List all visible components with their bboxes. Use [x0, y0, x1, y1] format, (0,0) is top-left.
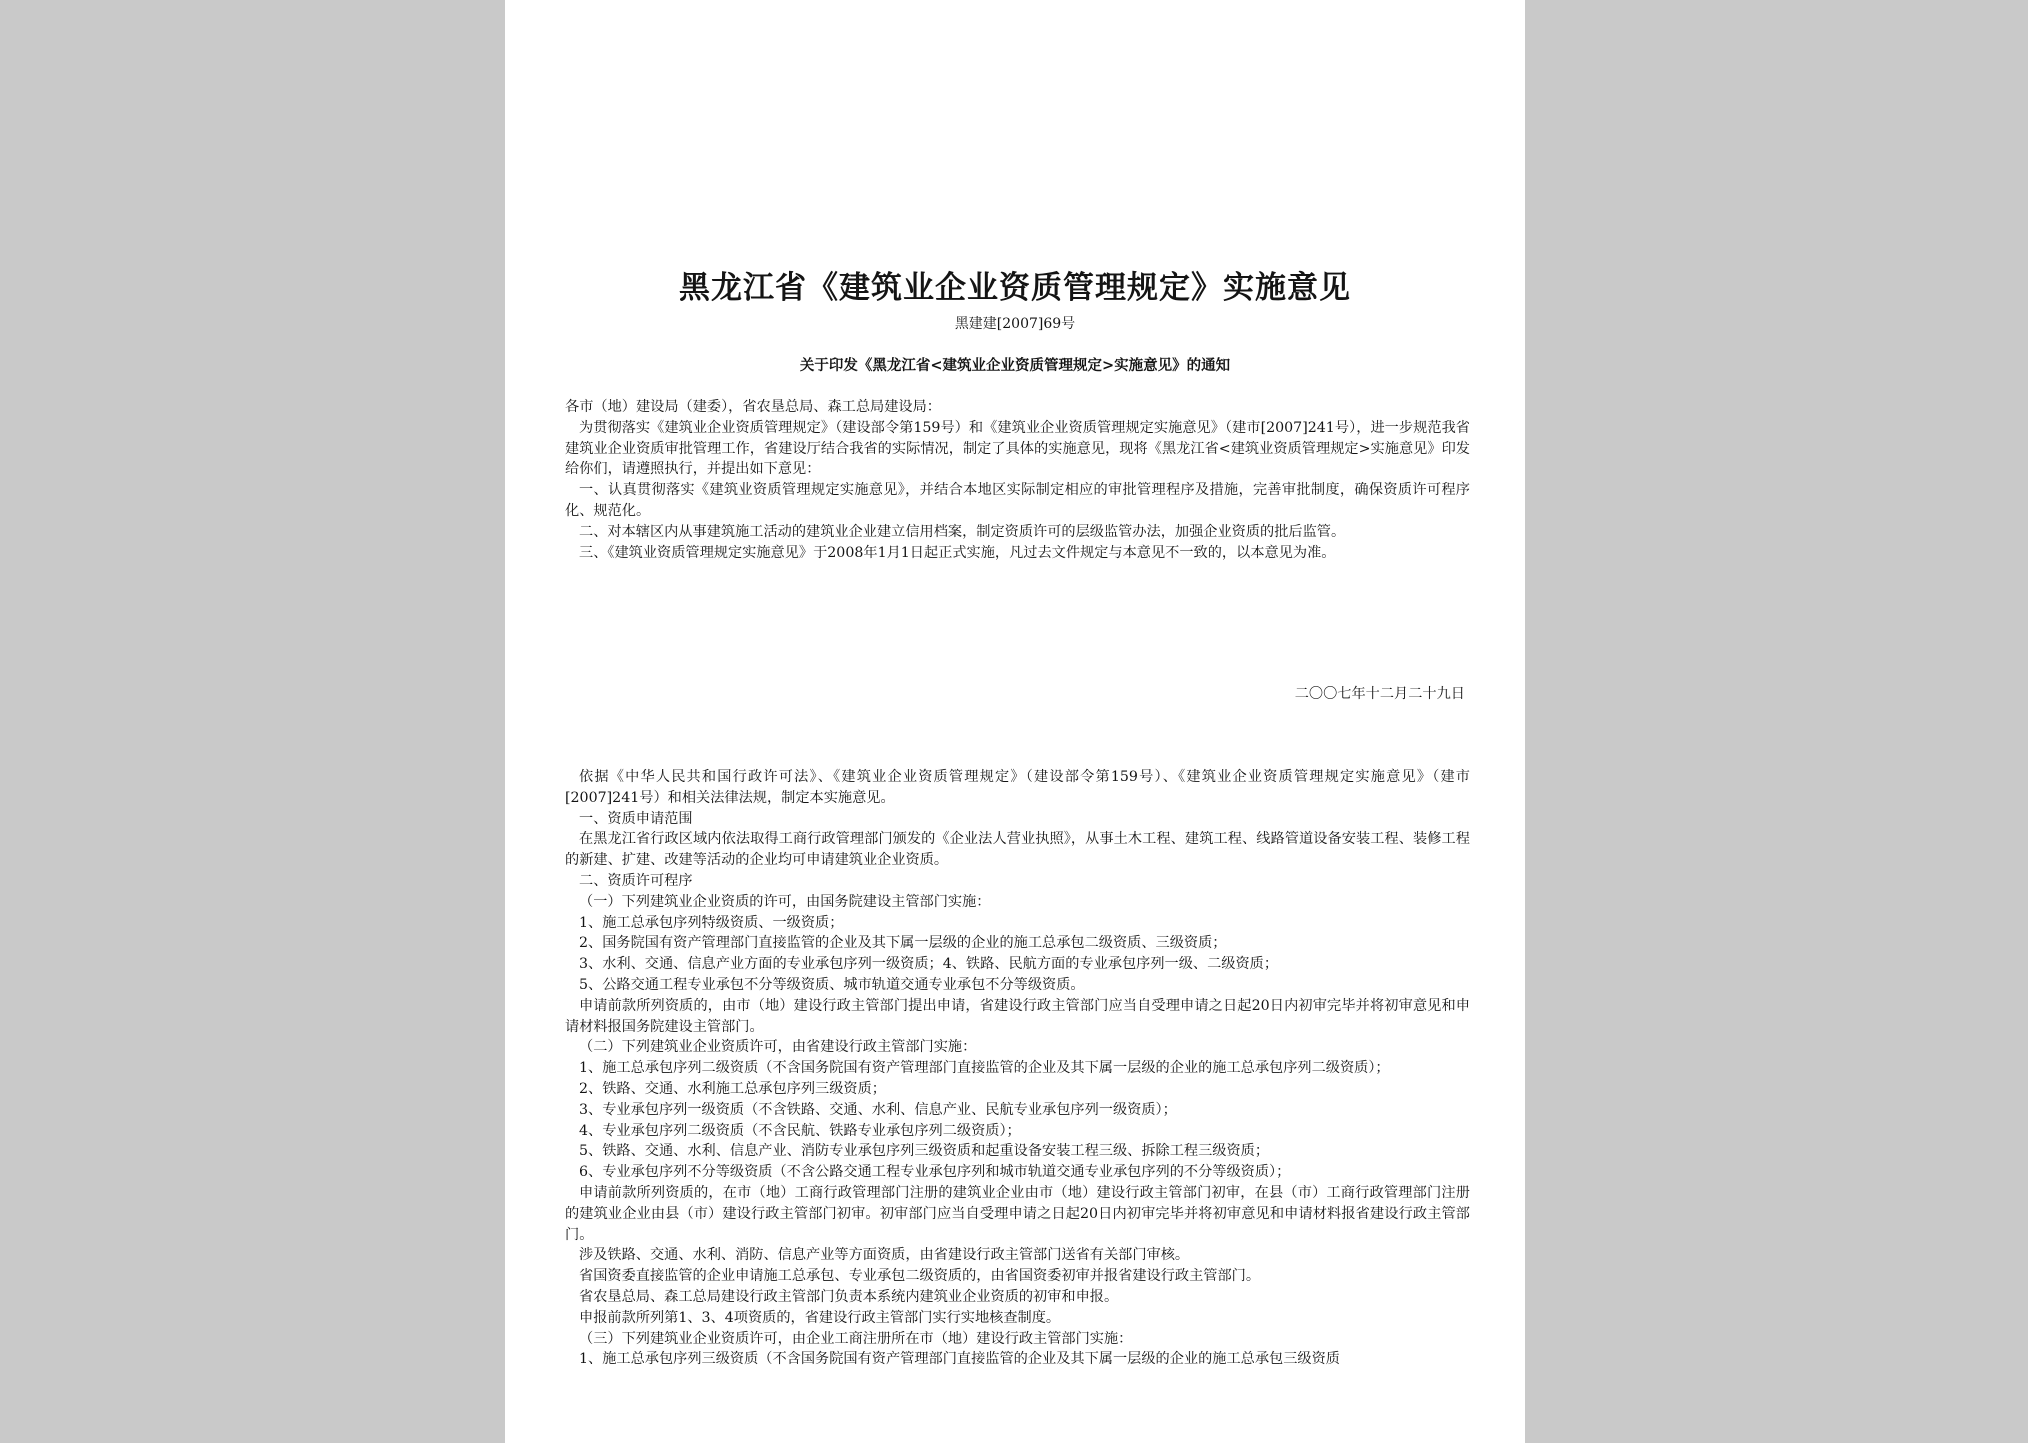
body-paragraph: 省农垦总局、森工总局建设行政主管部门负责本系统内建筑业企业资质的初审和申报。	[579, 1288, 1119, 1305]
list-item: 3、水利、交通、信息产业方面的专业承包序列一级资质；4、铁路、民航方面的专业承包序列一级、二级资质；	[579, 956, 1279, 973]
subsection-heading: （二）下列建筑业企业资质许可，由省建设行政主管部门实施：	[579, 1039, 977, 1056]
notice-body	[565, 397, 1470, 563]
list-item: 5、公路交通工程专业承包不分等级资质、城市轨道交通专业承包不分等级资质。	[579, 976, 1085, 993]
document-page	[505, 0, 1525, 1443]
list-item: 3、专业承包序列一级资质（不含铁路、交通、水利、信息产业、民航专业承包序列一级资质）；	[579, 1101, 1177, 1118]
notice-title: 关于印发《黑龙江省<建筑业企业资质管理规定>实施意见》的通知	[799, 357, 1231, 374]
list-item: 5、铁路、交通、水利、信息产业、消防专业承包序列三级资质和起重设备安装工程三级、拆除工程三级资质；	[579, 1143, 1270, 1160]
list-item: 2、国务院国有资产管理部门直接监管的企业及其下属一层级的企业的施工总承包二级资质、三级资质；	[579, 935, 1227, 952]
list-item: 1、施工总承包序列特级资质、一级资质；	[579, 914, 844, 931]
section-heading: 二、资质许可程序	[579, 872, 693, 889]
subsection-heading: （一）下列建筑业企业资质的许可，由国务院建设主管部门实施：	[579, 893, 991, 910]
document-title: 黑龙江省《建筑业企业资质管理规定》实施意见	[679, 270, 1351, 306]
notice-paragraph: 为贯彻落实《建筑业企业资质管理规定》（建设部令第159号）和《建筑业企业资质管理规定实施意见》（建市[2007]241号），进一步规范我省建筑业企业资质审批管理工作，省建设厅结合我省的实际情况，制定了具体的实施意见，现将《黑龙江省<建筑业资质管理规定>实施意见》印发给你们，请遵照执行，并提出如下意见：	[565, 419, 1470, 478]
body-paragraph: 涉及铁路、交通、水利、消防、信息产业等方面资质，由省建设行政主管部门送省有关部门审核。	[579, 1247, 1190, 1264]
body-paragraph: 申请前款所列资质的，由市（地）建设行政主管部门提出申请，省建设行政主管部门应当自受理申请之日起20日内初审完毕并将初审意见和申请材料报国务院建设主管部门。	[565, 997, 1470, 1035]
body-paragraph: 省国资委直接监管的企业申请施工总承包、专业承包二级资质的，由省国资委初审并报省建设行政主管部门。	[579, 1268, 1261, 1285]
notice-paragraph: 三、《建筑业资质管理规定实施意见》于2008年1月1日起正式实施，凡过去文件规定与本意见不一致的，以本意见为准。	[579, 544, 1336, 561]
list-item: 1、施工总承包序列二级资质（不含国务院国有资产管理部门直接监管的企业及其下属一层级的企业的施工总承包序列二级资质）；	[579, 1060, 1390, 1077]
subsection-heading: （三）下列建筑业企业资质许可，由企业工商注册所在市（地）建设行政主管部门实施：	[579, 1330, 1133, 1347]
list-item: 6、专业承包序列不分等级资质（不含公路交通工程专业承包序列和城市轨道交通专业承包序列的不分等级资质）；	[579, 1164, 1291, 1181]
notice-date: 二〇〇七年十二月二十九日	[1294, 686, 1465, 702]
list-item: 2、铁路、交通、水利施工总承包序列三级资质；	[579, 1080, 886, 1097]
body-paragraph: 申报前款所列第1、3、4项资质的，省建设行政主管部门实行实地核查制度。	[579, 1309, 1061, 1326]
list-item: 1、施工总承包序列三级资质（不含国务院国有资产管理部门直接监管的企业及其下属一层级的企业的施工总承包三级资质	[579, 1351, 1340, 1368]
opinion-body	[565, 767, 1470, 1370]
document-number: 黑建建[2007]69号	[954, 316, 1076, 332]
body-paragraph: 依据《中华人民共和国行政许可法》、《建筑业企业资质管理规定》（建设部令第159号）、《建筑业企业资质管理规定实施意见》（建市[2007]241号）和相关法律法规，制定本实施意见。	[565, 769, 1470, 806]
notice-paragraph: 二、对本辖区内从事建筑施工活动的建筑业企业建立信用档案，制定资质许可的层级监管办法，加强企业资质的批后监管。	[579, 523, 1346, 540]
notice-paragraph: 一、认真贯彻落实《建筑业资质管理规定实施意见》，并结合本地区实际制定相应的审批管理程序及措施，完善审批制度，确保资质许可程序化、规范化。	[565, 482, 1470, 519]
list-item: 4、专业承包序列二级资质（不含民航、铁路专业承包序列二级资质）；	[579, 1122, 1021, 1139]
section-heading: 一、资质申请范围	[579, 810, 693, 827]
body-paragraph: 在黑龙江省行政区域内依法取得工商行政管理部门颁发的《企业法人营业执照》，从事土木工程、建筑工程、线路管道设备安装工程、装修工程的新建、扩建、改建等活动的企业均可申请建筑业企业资质。	[565, 831, 1470, 869]
notice-addressee: 各市（地）建设局（建委），省农垦总局、森工总局建设局：	[565, 399, 941, 415]
body-paragraph: 申请前款所列资质的，在市（地）工商行政管理部门注册的建筑业企业由市（地）建设行政主管部门初审，在县（市）工商行政管理部门注册的建筑业企业由县（市）建设行政主管部门初审。初审部门应当自受理申请之日起20日内初审完毕并将初审意见和申请材料报省建设行政主管部门。	[565, 1184, 1470, 1243]
